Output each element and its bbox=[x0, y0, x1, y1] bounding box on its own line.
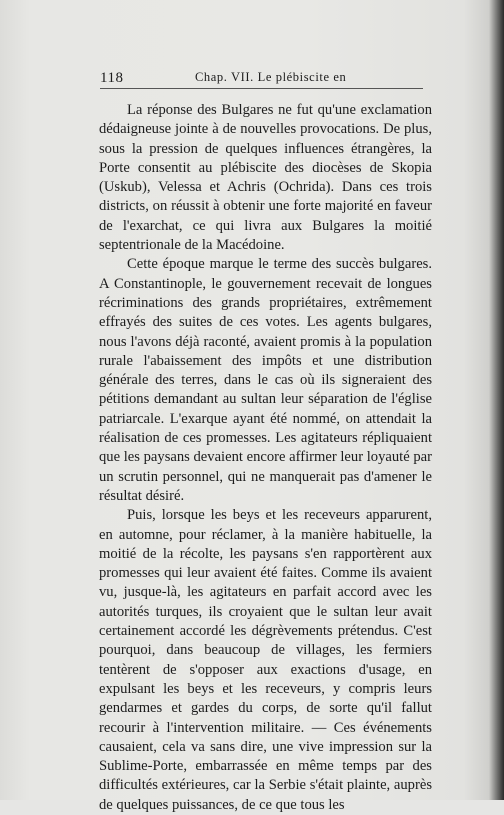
paragraph: Cette époque marque le terme des succès bulgares. A Constantinople, le gouvernement recevait de longues récriminations des grands propriétaires, extrêmement effrayés des suites de ces votes. Les agents bulgares, nous l'avons déjà raconté, avaient promis à la population rurale l'abaissement des impôts et une distribution générale des terres, dans le cas où ils signeraient des pétitions demandant au sultan leur séparation de l'église patriarcale. L'exarque ayant été nommé, on attendait la réalisation de ces promesses. Les agitateurs répliquaient que les paysans devaient encore affirmer leur loyauté par un scrutin personnel, qui ne manquerait pas d'amener le résultat désiré. bbox=[99, 256, 432, 504]
page-number: 118 bbox=[100, 70, 124, 86]
header-rule bbox=[100, 88, 423, 89]
running-head: Chap. VII. Le plébiscite en bbox=[195, 70, 347, 84]
body-text bbox=[99, 101, 432, 815]
paragraph: Puis, lorsque les beys et les receveurs apparurent, en automne, pour réclamer, à la manière habituelle, la moitié de la récolte, les paysans s'en rapportèrent aux promesses qui leur avaient été faites. Comme ils avaient vu, jusque-là, les agitateurs en parfait accord avec les autorités turques, ils croyaient que le sultan leur avait certainement accordé les dégrèvements prétendus. C'est pourquoi, dans beaucoup de villages, les fermiers tentèrent de s'opposer aux exactions d'usage, en expulsant les beys et les receveurs, y compris leurs gendarmes et gardes du corps, de sorte qu'il fallut recourir à l'intervention militaire. — Ces événements causaient, cela va sans dire, une vive impression sur la Sublime-Porte, embarrassée en même temps par des difficultés extérieures, car la Serbie s'était plainte, auprès de quelques puissances, de ce que tous les bbox=[99, 507, 432, 813]
paragraph: La réponse des Bulgares ne fut qu'une exclamation dédaigneuse jointe à de nouvelles provocations. De plus, sous la pression de quelques influences étrangères, la Porte consentit au plébiscite des diocèses de Skopia (Uskub), Velessa et Achris (Ochrida). Dans ces trois districts, on réussit à obtenir une forte majorité en faveur de l'exarchat, ce qui livra aux Bulgares la moitié septentrionale de la Macédoine. bbox=[99, 102, 432, 254]
